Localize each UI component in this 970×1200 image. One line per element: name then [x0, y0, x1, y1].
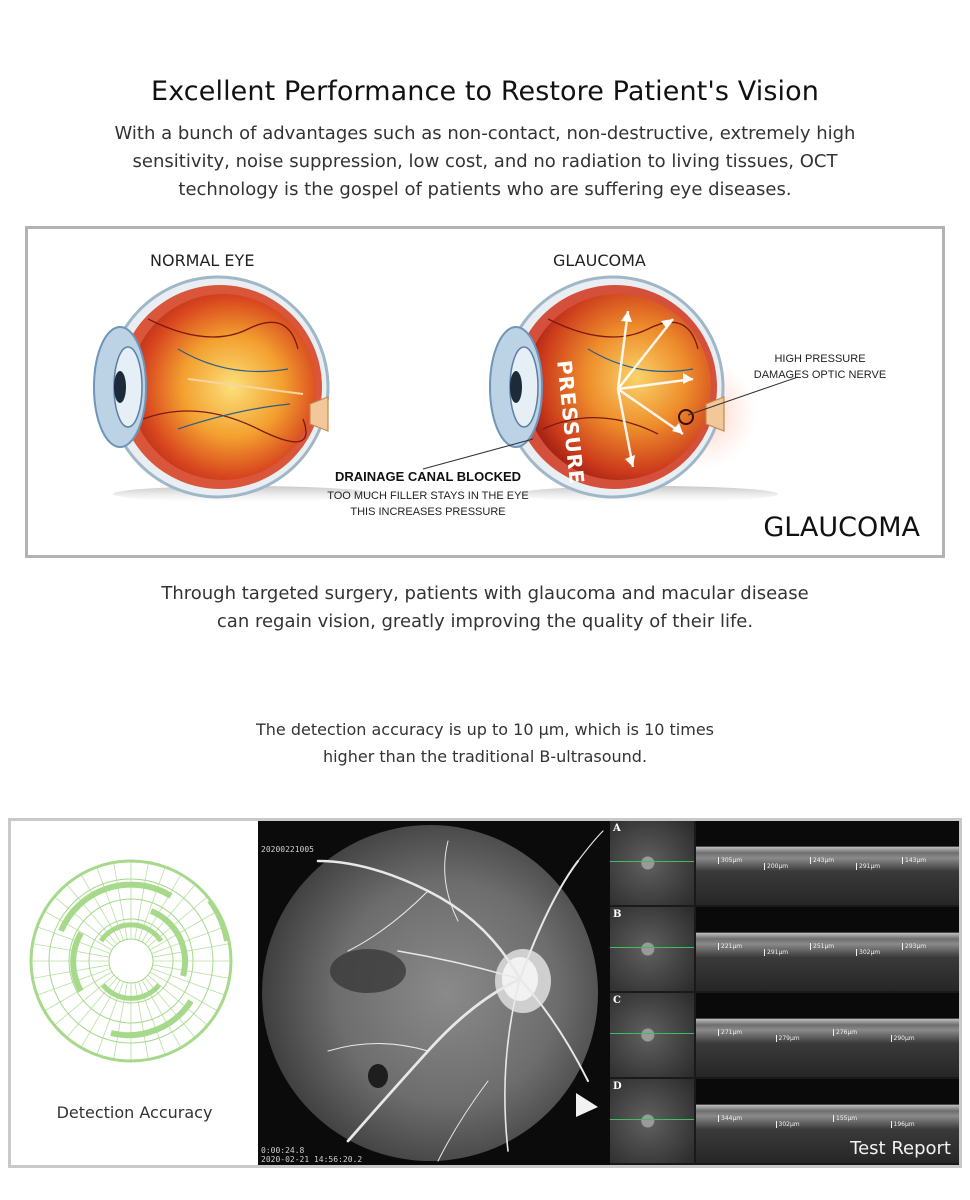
angiogram-elapsed: 0:00:24.8 — [261, 1146, 305, 1155]
optic-callout-line1: HIGH PRESSURE — [774, 353, 866, 365]
oct-measurement: 196µm — [891, 1121, 915, 1128]
drainage-callout-line2: THIS INCREASES PRESSURE — [350, 506, 506, 518]
detection-accuracy-label: Detection Accuracy — [56, 1103, 213, 1122]
oct-measurement: 302µm — [856, 949, 880, 956]
oct-measurement: 200µm — [764, 863, 788, 870]
oct-measurement: 344µm — [718, 1115, 742, 1122]
oct-row-letter: B — [613, 909, 622, 920]
oct-measurement: 293µm — [902, 943, 926, 950]
oct-measurement: 143µm — [902, 857, 926, 864]
oct-measurement: 221µm — [718, 943, 742, 950]
oct-fundus-thumbnail — [610, 993, 694, 1077]
angiogram-datetime: 2020-02-21 14:56:20.2 — [261, 1155, 363, 1164]
page-title: Excellent Performance to Restore Patient's Vision — [151, 76, 819, 107]
oct-fundus-thumbnail — [610, 907, 694, 991]
drainage-callout-heading: DRAINAGE CANAL BLOCKED — [334, 469, 522, 484]
oct-bscan — [696, 821, 959, 905]
oct-measurement: 279µm — [776, 1035, 800, 1042]
optic-callout-line2: DAMAGES OPTIC NERVE — [753, 369, 887, 381]
fundus-angiogram — [258, 821, 610, 1165]
detection-accuracy-cell — [11, 821, 258, 1165]
panel-caption: GLAUCOMA — [763, 512, 920, 543]
oct-row — [610, 821, 959, 905]
scan-line — [610, 861, 694, 862]
oct-measurement: 251µm — [810, 943, 834, 950]
oct-measurement: 291µm — [764, 949, 788, 956]
scan-line — [610, 947, 694, 948]
oct-row — [610, 907, 959, 991]
drainage-callout-line1: TOO MUCH FILLER STAYS IN THE EYE — [327, 490, 529, 502]
accuracy-paragraph: The detection accuracy is up to 10 μm, which is 10 times higher than the traditional B-ultrasound. — [255, 720, 715, 766]
glaucoma-illustration-panel — [25, 226, 945, 558]
oct-bscan — [696, 907, 959, 991]
test-report-label: Test Report — [850, 1138, 951, 1159]
accuracy-gauge-icon — [11, 821, 258, 1101]
scan-line — [610, 1033, 694, 1034]
pressure-label: PRESSURE — [552, 359, 590, 486]
angiogram-image — [258, 821, 610, 1165]
intro-paragraph: With a bunch of advantages such as non-contact, non-destructive, extremely high sensitivity, noise suppression, low cost, and no radiation to living tissues, OCT technology is the gospel of patients who are suffering eye diseases. — [114, 123, 856, 200]
imaging-gallery — [8, 818, 962, 1168]
oct-measurement: 291µm — [856, 863, 880, 870]
oct-row-letter: D — [613, 1081, 622, 1092]
oct-row-letter: C — [613, 995, 621, 1006]
angiogram-id: 20200221005 — [261, 845, 314, 854]
normal-eye-title: NORMAL EYE — [150, 251, 255, 270]
oct-measurement: 276µm — [833, 1029, 857, 1036]
oct-measurement: 290µm — [891, 1035, 915, 1042]
oct-measurement: 155µm — [833, 1115, 857, 1122]
oct-bscan — [696, 993, 959, 1077]
oct-measurement: 305µm — [718, 857, 742, 864]
oct-measurement: 271µm — [718, 1029, 742, 1036]
glaucoma-eye-title: GLAUCOMA — [553, 251, 646, 270]
oct-report — [610, 821, 959, 1165]
outcome-paragraph: Through targeted surgery, patients with glaucoma and macular disease can regain vision, greatly improving the quality of their life. — [161, 583, 809, 632]
oct-fundus-thumbnail — [610, 821, 694, 905]
oct-measurement: 302µm — [776, 1121, 800, 1128]
oct-measurement: 243µm — [810, 857, 834, 864]
oct-row — [610, 993, 959, 1077]
scan-line — [610, 1119, 694, 1120]
oct-fundus-thumbnail — [610, 1079, 694, 1163]
oct-row-letter: A — [613, 823, 621, 834]
